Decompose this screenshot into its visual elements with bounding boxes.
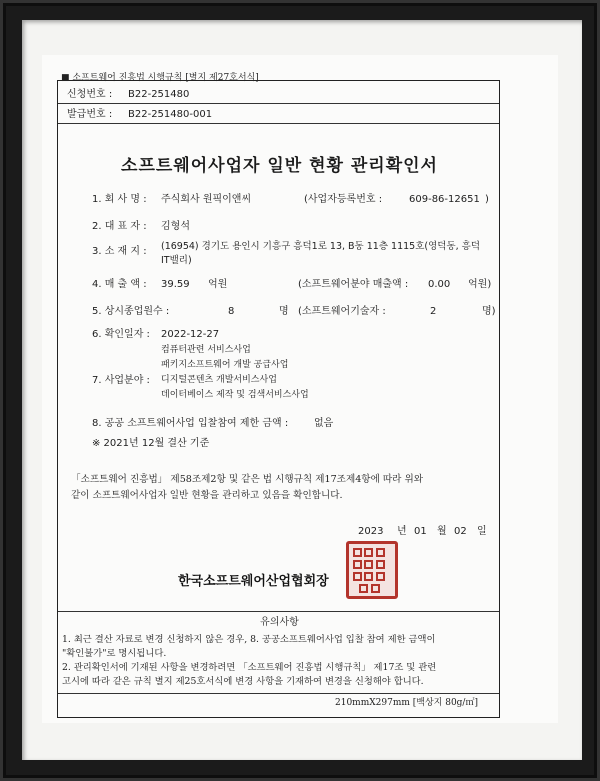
form-header: ■ 소프트웨어 진흥법 시행규칙 [별지 제27호서식] (61, 73, 259, 83)
statement-line-2: 같이 소프트웨어사업자 일반 현황을 관리하고 있음을 확인합니다. (71, 490, 343, 501)
certificate-document (57, 80, 500, 718)
note-line-3: 2. 관리확인서에 기재된 사항을 변경하려면 「소프트웨어 진흥법 시행규칙」 제17조 및 관련 (62, 662, 437, 673)
paper-spec: 210mmX297mm [백상지 80g/㎡] (335, 698, 478, 708)
sales-unit: 억원 (208, 279, 228, 290)
date-day: 02 (454, 526, 467, 537)
biz-area-1: 컴퓨터관련 서비스사업 (161, 345, 251, 355)
official-seal (346, 541, 398, 599)
note-line-1: 1. 최근 결산 자료로 변경 신청하지 않은 경우, 8. 공공소프트웨어사업 입찰 참여 제한 금액이 (62, 634, 436, 645)
date-year-unit: 년 (397, 526, 407, 537)
sw-staff-unit: 명) (482, 306, 496, 317)
date-day-unit: 일 (477, 526, 487, 537)
sales-value: 39.59 (161, 279, 190, 290)
divider (58, 123, 499, 124)
address-line-1: (16954) 경기도 용인시 기흥구 흥덕1로 13, B동 11층 1115호(영덕동, 흥덕 (161, 241, 481, 252)
statement-line-1: 「소프트웨어 진흥법」 제58조제2항 및 같은 법 시행규칙 제17조제4항에 따라 위와 (71, 474, 424, 485)
note-line-4: 고시에 따라 같은 규칙 별지 제25호서식에 변경 사항을 기재하여 변경을 신청해야 합니다. (62, 676, 424, 687)
divider (58, 693, 499, 694)
sw-sales-unit: 억원) (468, 279, 492, 290)
confirm-date-label: 6. 확인일자 : (92, 329, 150, 340)
ceo-label: 2. 대 표 자 : (92, 221, 147, 232)
biz-area-4: 데이터베이스 제작 및 검색서비스사업 (161, 390, 309, 400)
address-label: 3. 소 재 지 : (92, 246, 147, 257)
application-no: B22-251480 (128, 89, 190, 100)
notes-title: 유의사항 (260, 617, 299, 628)
confirm-date: 2022-12-27 (161, 329, 220, 340)
staff-unit: 명 (279, 306, 289, 317)
biz-area-3: 디지털콘텐츠 개발서비스사업 (161, 375, 277, 385)
company-label: 1. 회 사 명 : (92, 194, 147, 205)
address-line-2: IT밸리) (161, 255, 192, 266)
note-line-2: "확인불가"로 명시됩니다. (62, 648, 167, 659)
sw-staff-label: (소프트웨어기술자 : (298, 306, 386, 317)
application-no-label: 신청번호 : (67, 89, 113, 100)
biz-label: 7. 사업분야 : (92, 375, 150, 386)
date-year: 2023 (358, 526, 384, 537)
issue-no-label: 발급번호 : (67, 109, 113, 120)
bizreg-close: ) (485, 194, 489, 205)
sales-label: 4. 매 출 액 : (92, 279, 147, 290)
company-name: 주식회사 원픽이앤씨 (161, 194, 252, 205)
date-month: 01 (414, 526, 427, 537)
document-title: 소프트웨어사업자 일반 현황 관리확인서 (121, 156, 438, 176)
settlement-note: ※ 2021년 12월 결산 기준 (92, 438, 210, 449)
staff-value: 8 (228, 306, 235, 317)
sw-sales-label: (소프트웨어분야 매출액 : (298, 279, 409, 290)
divider (58, 611, 499, 612)
issuing-organization: 한국소프트웨어산업협회장 (178, 574, 329, 589)
staff-label: 5. 상시종업원수 : (92, 306, 170, 317)
limit-label: 8. 공공 소프트웨어사업 입찰참여 제한 금액 : (92, 418, 289, 429)
ceo-name: 김형석 (161, 221, 190, 232)
sw-staff-value: 2 (430, 306, 437, 317)
biz-area-2: 패키지소프트웨어 개발 공급사업 (161, 360, 289, 370)
bizreg-label: (사업자등록번호 : (304, 194, 383, 205)
divider (58, 103, 499, 104)
limit-value: 없음 (314, 418, 334, 429)
bizreg-number: 609-86-12651 (409, 194, 480, 205)
issue-no: B22-251480-001 (128, 109, 213, 120)
sw-sales-value: 0.00 (428, 279, 451, 290)
date-month-unit: 월 (437, 526, 447, 537)
